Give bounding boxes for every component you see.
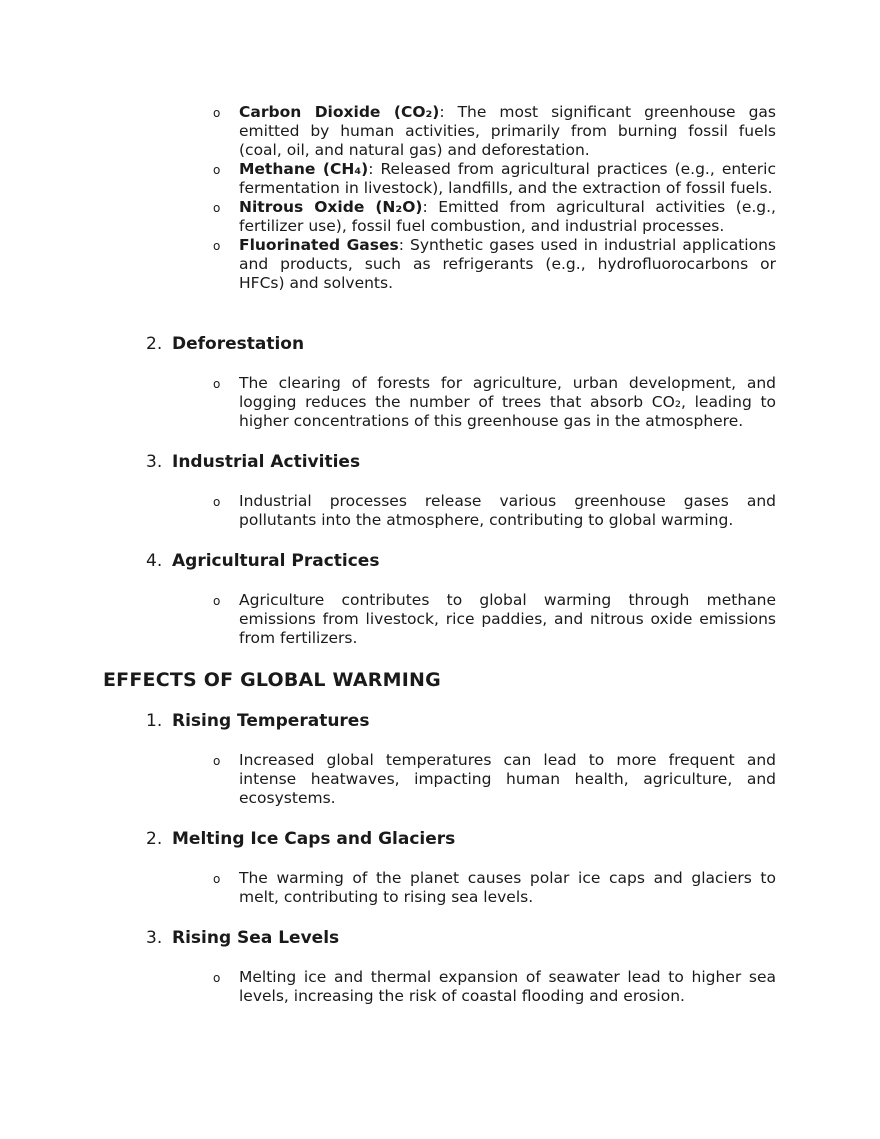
- greenhouse-gas-list: [213, 103, 776, 293]
- bullet-text: Melting ice and thermal expansion of seawater lead to higher sea levels, increasing the risk of coastal flooding and erosion.: [239, 968, 776, 1005]
- gas-description: : Emitted from agricultural activities (e.g., fertilizer use), fossil fuel combustion, and industrial processes.: [239, 198, 776, 235]
- list-item: [213, 751, 776, 808]
- effect-heading-rising-temperatures: [146, 710, 369, 732]
- list-number: 1.: [146, 711, 163, 731]
- list-item: [213, 198, 776, 236]
- bullet-text: Increased global temperatures can lead to more frequent and intense heatwaves, impacting human health, agriculture, and ecosystems.: [239, 751, 776, 807]
- bullet-text: The warming of the planet causes polar ice caps and glaciers to melt, contributing to rising sea levels.: [239, 869, 776, 906]
- agricultural-list: [213, 591, 776, 648]
- bullet-text: Agriculture contributes to global warming through methane emissions from livestock, rice paddies, and nitrous oxide emissions from fertilizers.: [239, 591, 776, 647]
- bullet-circle-icon: o: [213, 754, 221, 768]
- effect-heading-melting-ice: [146, 828, 455, 850]
- heading-text: Melting Ice Caps and Glaciers: [172, 829, 456, 849]
- heading-text: Agricultural Practices: [172, 551, 380, 571]
- list-item: [213, 591, 776, 648]
- heading-text: Rising Sea Levels: [172, 928, 340, 948]
- gas-description: : Synthetic gases used in industrial applications and products, such as refrigerants (e.g., hydrofluorocarbons or HFCs) and solvents.: [239, 236, 776, 292]
- list-item: [213, 968, 776, 1006]
- list-number: 3.: [146, 928, 163, 948]
- heading-text: Industrial Activities: [172, 452, 361, 472]
- cause-heading-deforestation: [146, 333, 304, 355]
- list-number: 3.: [146, 452, 163, 472]
- list-item: [213, 103, 776, 160]
- list-item: [213, 869, 776, 907]
- gas-name: Methane (CH₄): [239, 160, 369, 178]
- bullet-text: Industrial processes release various greenhouse gases and pollutants into the atmosphere, contributing to global warming.: [239, 492, 776, 529]
- cause-heading-industrial: [146, 451, 360, 473]
- heading-text: Rising Temperatures: [172, 711, 370, 731]
- list-number: 2.: [146, 334, 163, 354]
- list-number: 2.: [146, 829, 163, 849]
- heading-text: Deforestation: [172, 334, 305, 354]
- industrial-list: [213, 492, 776, 530]
- bullet-circle-icon: o: [213, 239, 221, 253]
- bullet-text: The clearing of forests for agriculture, urban development, and logging reduces the number of trees that absorb CO₂, leading to higher concentrations of this greenhouse gas in the atmosphere.: [239, 374, 776, 430]
- effect-heading-rising-sea-levels: [146, 927, 339, 949]
- gas-name: Carbon Dioxide (CO₂): [239, 103, 440, 121]
- bullet-circle-icon: o: [213, 495, 221, 509]
- cause-heading-agricultural: [146, 550, 379, 572]
- gas-description: : Released from agricultural practices (e.g., enteric fermentation in livestock), landfills, and the extraction of fossil fuels.: [239, 160, 776, 197]
- bullet-circle-icon: o: [213, 201, 221, 215]
- melting-ice-list: [213, 869, 776, 907]
- bullet-circle-icon: o: [213, 594, 221, 608]
- bullet-circle-icon: o: [213, 163, 221, 177]
- list-number: 4.: [146, 551, 163, 571]
- gas-description: : The most significant greenhouse gas emitted by human activities, primarily from burning fossil fuels (coal, oil, and natural gas) and deforestation.: [239, 103, 776, 159]
- gas-name: Nitrous Oxide (N₂O): [239, 198, 423, 216]
- list-item: [213, 374, 776, 431]
- list-item: [213, 160, 776, 198]
- gas-name: Fluorinated Gases: [239, 236, 399, 254]
- rising-sea-levels-list: [213, 968, 776, 1006]
- list-item: [213, 492, 776, 530]
- list-item: [213, 236, 776, 293]
- bullet-circle-icon: o: [213, 377, 221, 391]
- bullet-circle-icon: o: [213, 971, 221, 985]
- bullet-circle-icon: o: [213, 106, 221, 120]
- bullet-circle-icon: o: [213, 872, 221, 886]
- effects-section-heading: EFFECTS OF GLOBAL WARMING: [103, 669, 441, 691]
- deforestation-list: [213, 374, 776, 431]
- rising-temperatures-list: [213, 751, 776, 808]
